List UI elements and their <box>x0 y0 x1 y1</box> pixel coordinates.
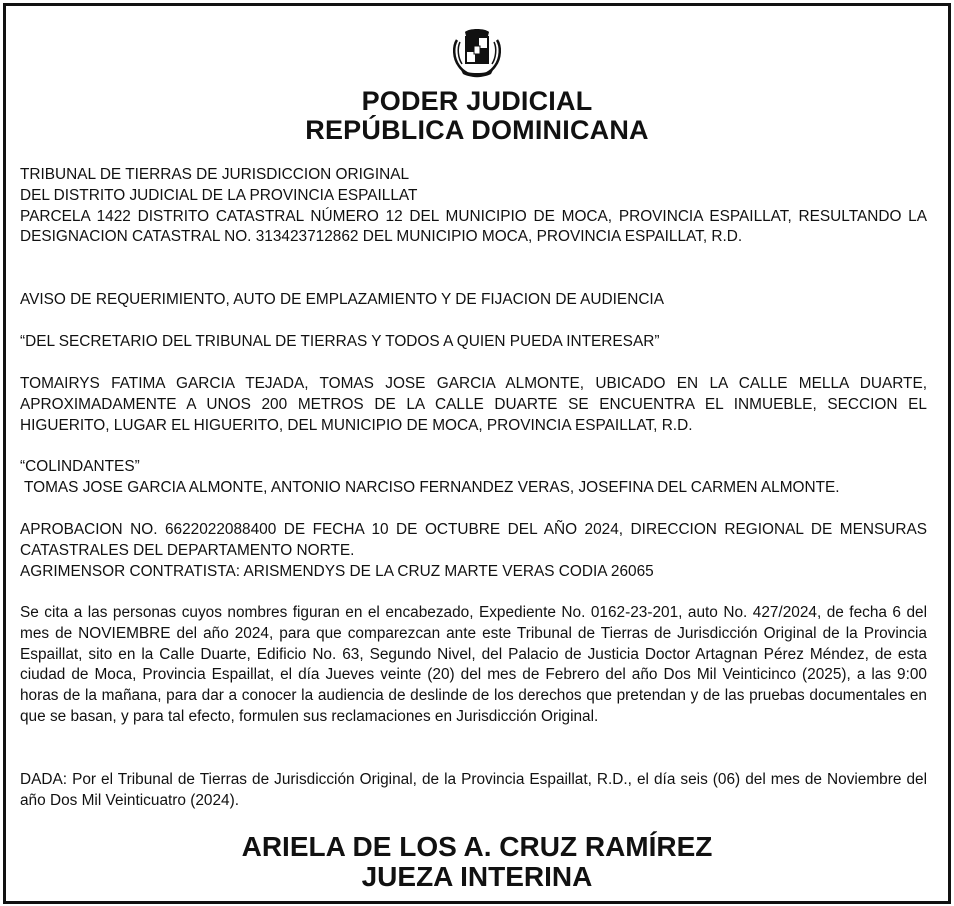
parties-paragraph: TOMAIRYS FATIMA GARCIA TEJADA, TOMAS JOSE GARCIA ALMONTE, UBICADO EN LA CALLE MELLA DUARTE, APROXIMADAMENTE A UNOS 200 METROS DE LA CALLE DUARTE SE ENCUENTRA EL INMUEBLE, SECCION EL HIGUERITO, LUGAR EL HIGUERITO, DEL MUNICIPIO DE MOCA, PROVINCIA ESPAILLAT, R.D. <box>20 375 927 434</box>
colindantes-names: TOMAS JOSE GARCIA ALMONTE, ANTONIO NARCISO FERNANDEZ VERAS, JOSEFINA DEL CARMEN ALMONTE. <box>20 478 840 496</box>
court-block <box>20 165 927 248</box>
citation-paragraph: Se cita a las personas cuyos nombres figuran en el encabezado, Expediente No. 0162-23-201, auto No. 427/2024, de fecha 6 del mes de NOVIEMBRE del año 2024, para que comparezcan ante este Tribunal de Tierras de Jurisdicción Original de la Provincia Espaillat, sito en la Calle Duarte, Edificio No. 63, Segundo Nivel, del Palacio de Justicia Doctor Artagnan Pérez Méndez, de esta ciudad de Moca, Provincia Espaillat, el día Jueves veinte (20) del mes de Febrero del año Dos Mil Veinticinco (2025), a las 9:00 horas de la mañana, para dar a conocer la audiencia de deslinde de los derechos que pretendan y de las pruebas documentales en que se basan, y para tal efecto, formulen sus reclamaciones en Jurisdicción Original. <box>20 604 927 725</box>
addressee: “DEL SECRETARIO DEL TRIBUNAL DE TIERRAS Y TODOS A QUIEN PUEDA INTERESAR” <box>20 333 660 350</box>
approval-block <box>20 520 927 582</box>
header-poder-judicial: PODER JUDICIAL <box>361 86 593 116</box>
court-line-1: TRIBUNAL DE TIERRAS DE JURISDICCION ORIGINAL <box>20 166 410 183</box>
colindantes-block <box>20 457 927 499</box>
colindantes-label: “COLINDANTES” <box>20 458 140 475</box>
coat-of-arms-icon <box>451 24 503 78</box>
header-republica-dominicana: REPÚBLICA DOMINICANA <box>305 115 649 145</box>
dada-paragraph: DADA: Por el Tribunal de Tierras de Jurisdicción Original, de la Provincia Espaillat, R.D., el día seis (06) del mes de Noviembre del año Dos Mil Veinticuatro (2024). <box>20 771 927 809</box>
approval-text: APROBACION NO. 6622022088400 DE FECHA 10 DE OCTUBRE DEL AÑO 2024, DIRECCION REGIONAL DE MENSURAS CATASTRALES DEL DEPARTAMENTO NORTE. <box>20 521 927 559</box>
signatory-title: JUEZA INTERINA <box>361 861 593 892</box>
notice-title: AVISO DE REQUERIMIENTO, AUTO DE EMPLAZAMIENTO Y DE FIJACION DE AUDIENCIA <box>20 291 664 308</box>
surveyor-line: AGRIMENSOR CONTRATISTA: ARISMENDYS DE LA CRUZ MARTE VERAS CODIA 26065 <box>20 562 654 580</box>
court-line-2: DEL DISTRITO JUDICIAL DE LA PROVINCIA ESPAILLAT <box>20 186 418 204</box>
signatory-name: ARIELA DE LOS A. CRUZ RAMÍREZ <box>241 831 713 862</box>
parcel-description: PARCELA 1422 DISTRITO CATASTRAL NÚMERO 12 DEL MUNICIPIO DE MOCA, PROVINCIA ESPAILLAT, RESULTANDO LA DESIGNACION CATASTRAL NO. 313423712862 DEL MUNICIPIO MOCA, PROVINCIA ESPAILLAT, R.D. <box>20 207 927 246</box>
